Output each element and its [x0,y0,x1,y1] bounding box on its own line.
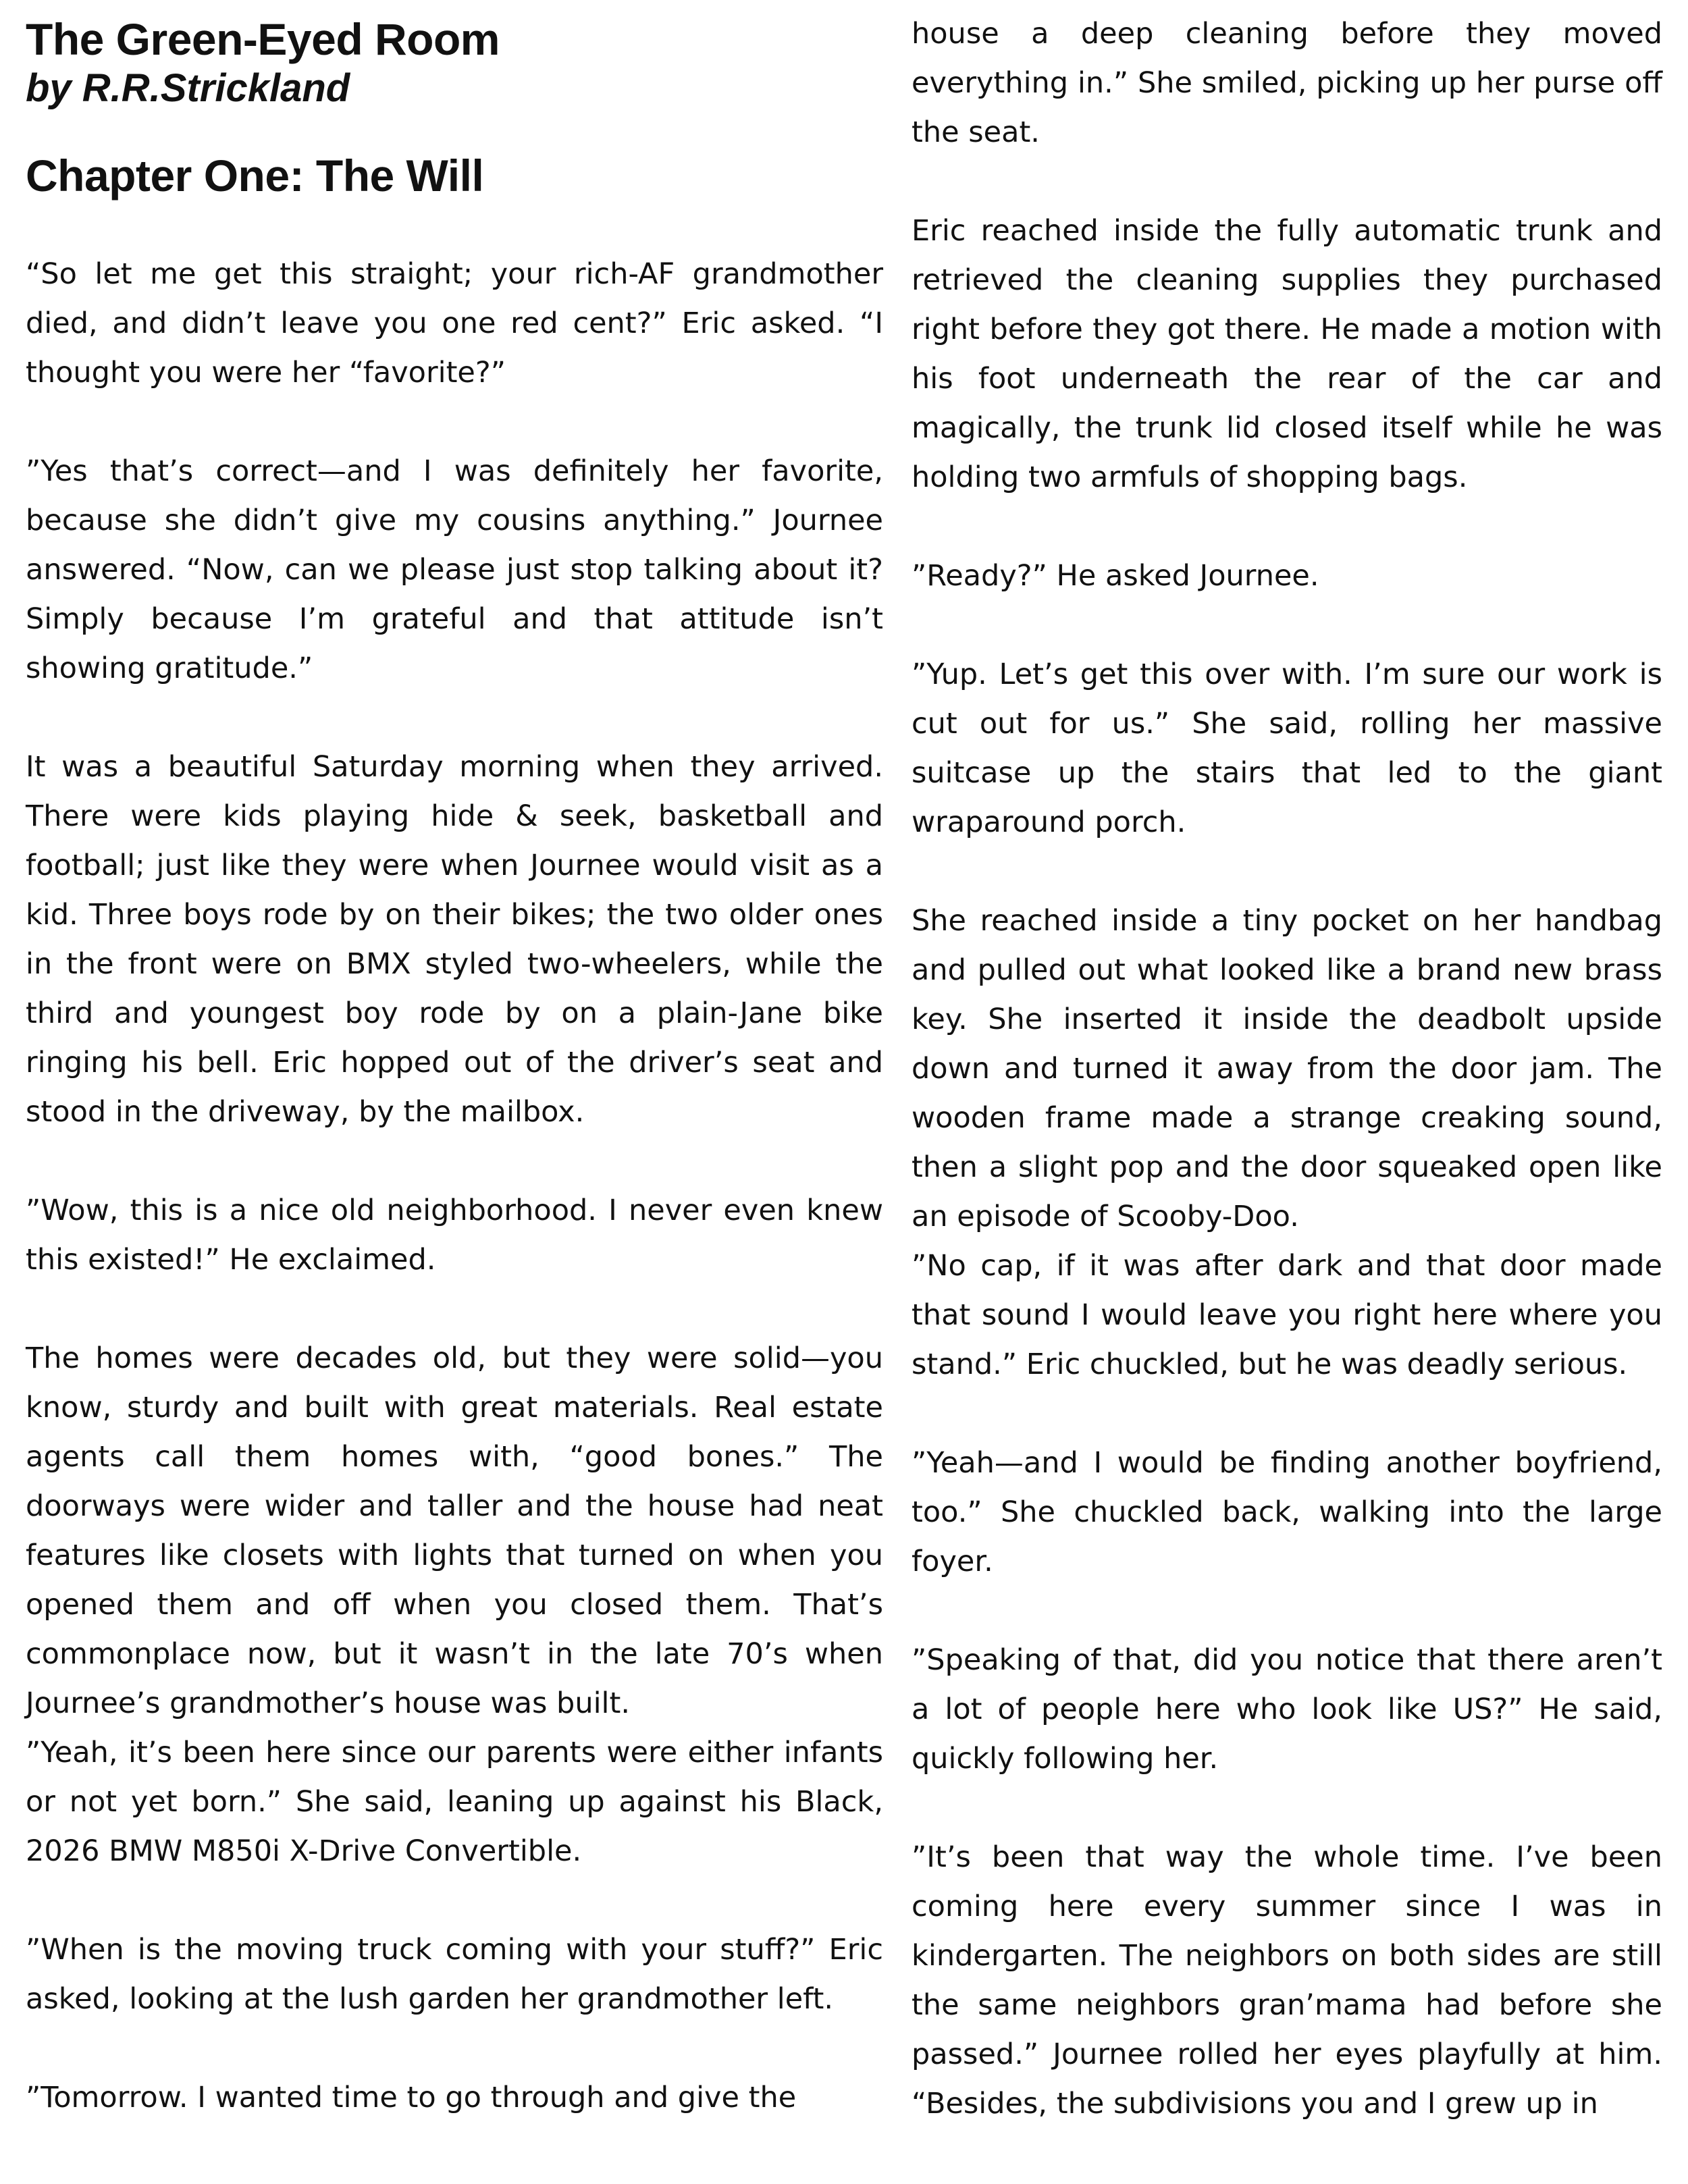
paragraph: ”It’s been that way the whole time. I’ve been coming here every summer since I was in kindergarten. The neighbors on both sides are still the same neighbors gran’mama had before she passed.” Journee rolled her eyes playfully at him. “Besides, the subdivisions you and I grew up in [912,1840,1662,2121]
left-column [26,0,883,2123]
paragraph: ”Yes that’s correct—and I was definitely her favorite, because she didn’t give my cousins anything.” Journee answered. “Now, can we please just stop talking about it? Simply because I’m grateful and that attitude isn’t showing gratitude.” [26,454,883,685]
paragraph: Eric reached inside the fully automatic trunk and retrieved the cleaning supplies they purchased right before they got there. He made a motion with his foot underneath the rear of the car and magically, the trunk lid closed itself while he was holding two armfuls of shopping bags. [912,214,1662,494]
paragraph: ”No cap, if it was after dark and that door made that sound I would leave you right here where you stand.” Eric chuckled, but he was deadly serious. [912,1249,1662,1381]
paragraph: ”Ready?” He asked Journee. [912,559,1319,593]
story-title: The Green-Eyed Room [26,14,500,64]
paragraph: “So let me get this straight; your rich-AF grandmother died, and didn’t leave you one red cent?” Eric asked. “I thought you were her “favorite?” [26,257,883,390]
paragraph: ”When is the moving truck coming with your stuff?” Eric asked, looking at the lush garden her grandmother left. [26,1933,883,2016]
paragraph: It was a beautiful Saturday morning when they arrived. There were kids playing hide & seek, basketball and football; just like they were when Journee would visit as a kid. Three boys rode by on their bikes; the two older ones in the front were on BMX styled two-wheelers, while the third and youngest boy rode by on a plain-Jane bike ringing his bell. Eric hopped out of the driver’s seat and stood in the driveway, by the mailbox. [26,750,883,1129]
paragraph: ”Speaking of that, did you notice that there aren’t a lot of people here who look like US?” He said, quickly following her. [912,1643,1662,1776]
paragraph: The homes were decades old, but they were solid—you know, sturdy and built with great materials. Real estate agents call them homes with, “good bones.” The doorways were wider and taller and the house had neat features like closets with lights that turned on when you opened them and off when you closed them. That’s commonplace now, but it wasn’t in the late 70’s when Journee’s grandmother’s house was built. [26,1341,883,1720]
paragraph: ”Wow, this is a nice old neighborhood. I never even knew this existed!” He exclaimed. [26,1194,883,1277]
paragraph: house a deep cleaning before they moved everything in.” She smiled, picking up her purse off the seat. [912,17,1662,149]
right-column [912,9,1662,2129]
paragraph: ”Yeah, it’s been here since our parents were either infants or not yet born.” She said, leaning up against his Black, 2026 BMW M850i X-Drive Convertible. [26,1736,883,1868]
chapter-heading: Chapter One: The Will [26,151,484,201]
paragraph: ”Yup. Let’s get this over with. I’m sure our work is cut out for us.” She said, rolling her massive suitcase up the stairs that led to the giant wraparound porch. [912,658,1662,839]
paragraph: She reached inside a tiny pocket on her handbag and pulled out what looked like a brand new brass key. She inserted it inside the deadbolt upside down and turned it away from the door jam. The wooden frame made a strange creaking sound, then a slight pop and the door squeaked open like an episode of Scooby-Doo. [912,904,1662,1233]
paragraph: ”Tomorrow. I wanted time to go through and give the [26,2081,797,2114]
author-byline: by R.R.Strickland [26,66,350,110]
paragraph: ”Yeah—and I would be finding another boyfriend, too.” She chuckled back, walking into the large foyer. [912,1446,1662,1578]
